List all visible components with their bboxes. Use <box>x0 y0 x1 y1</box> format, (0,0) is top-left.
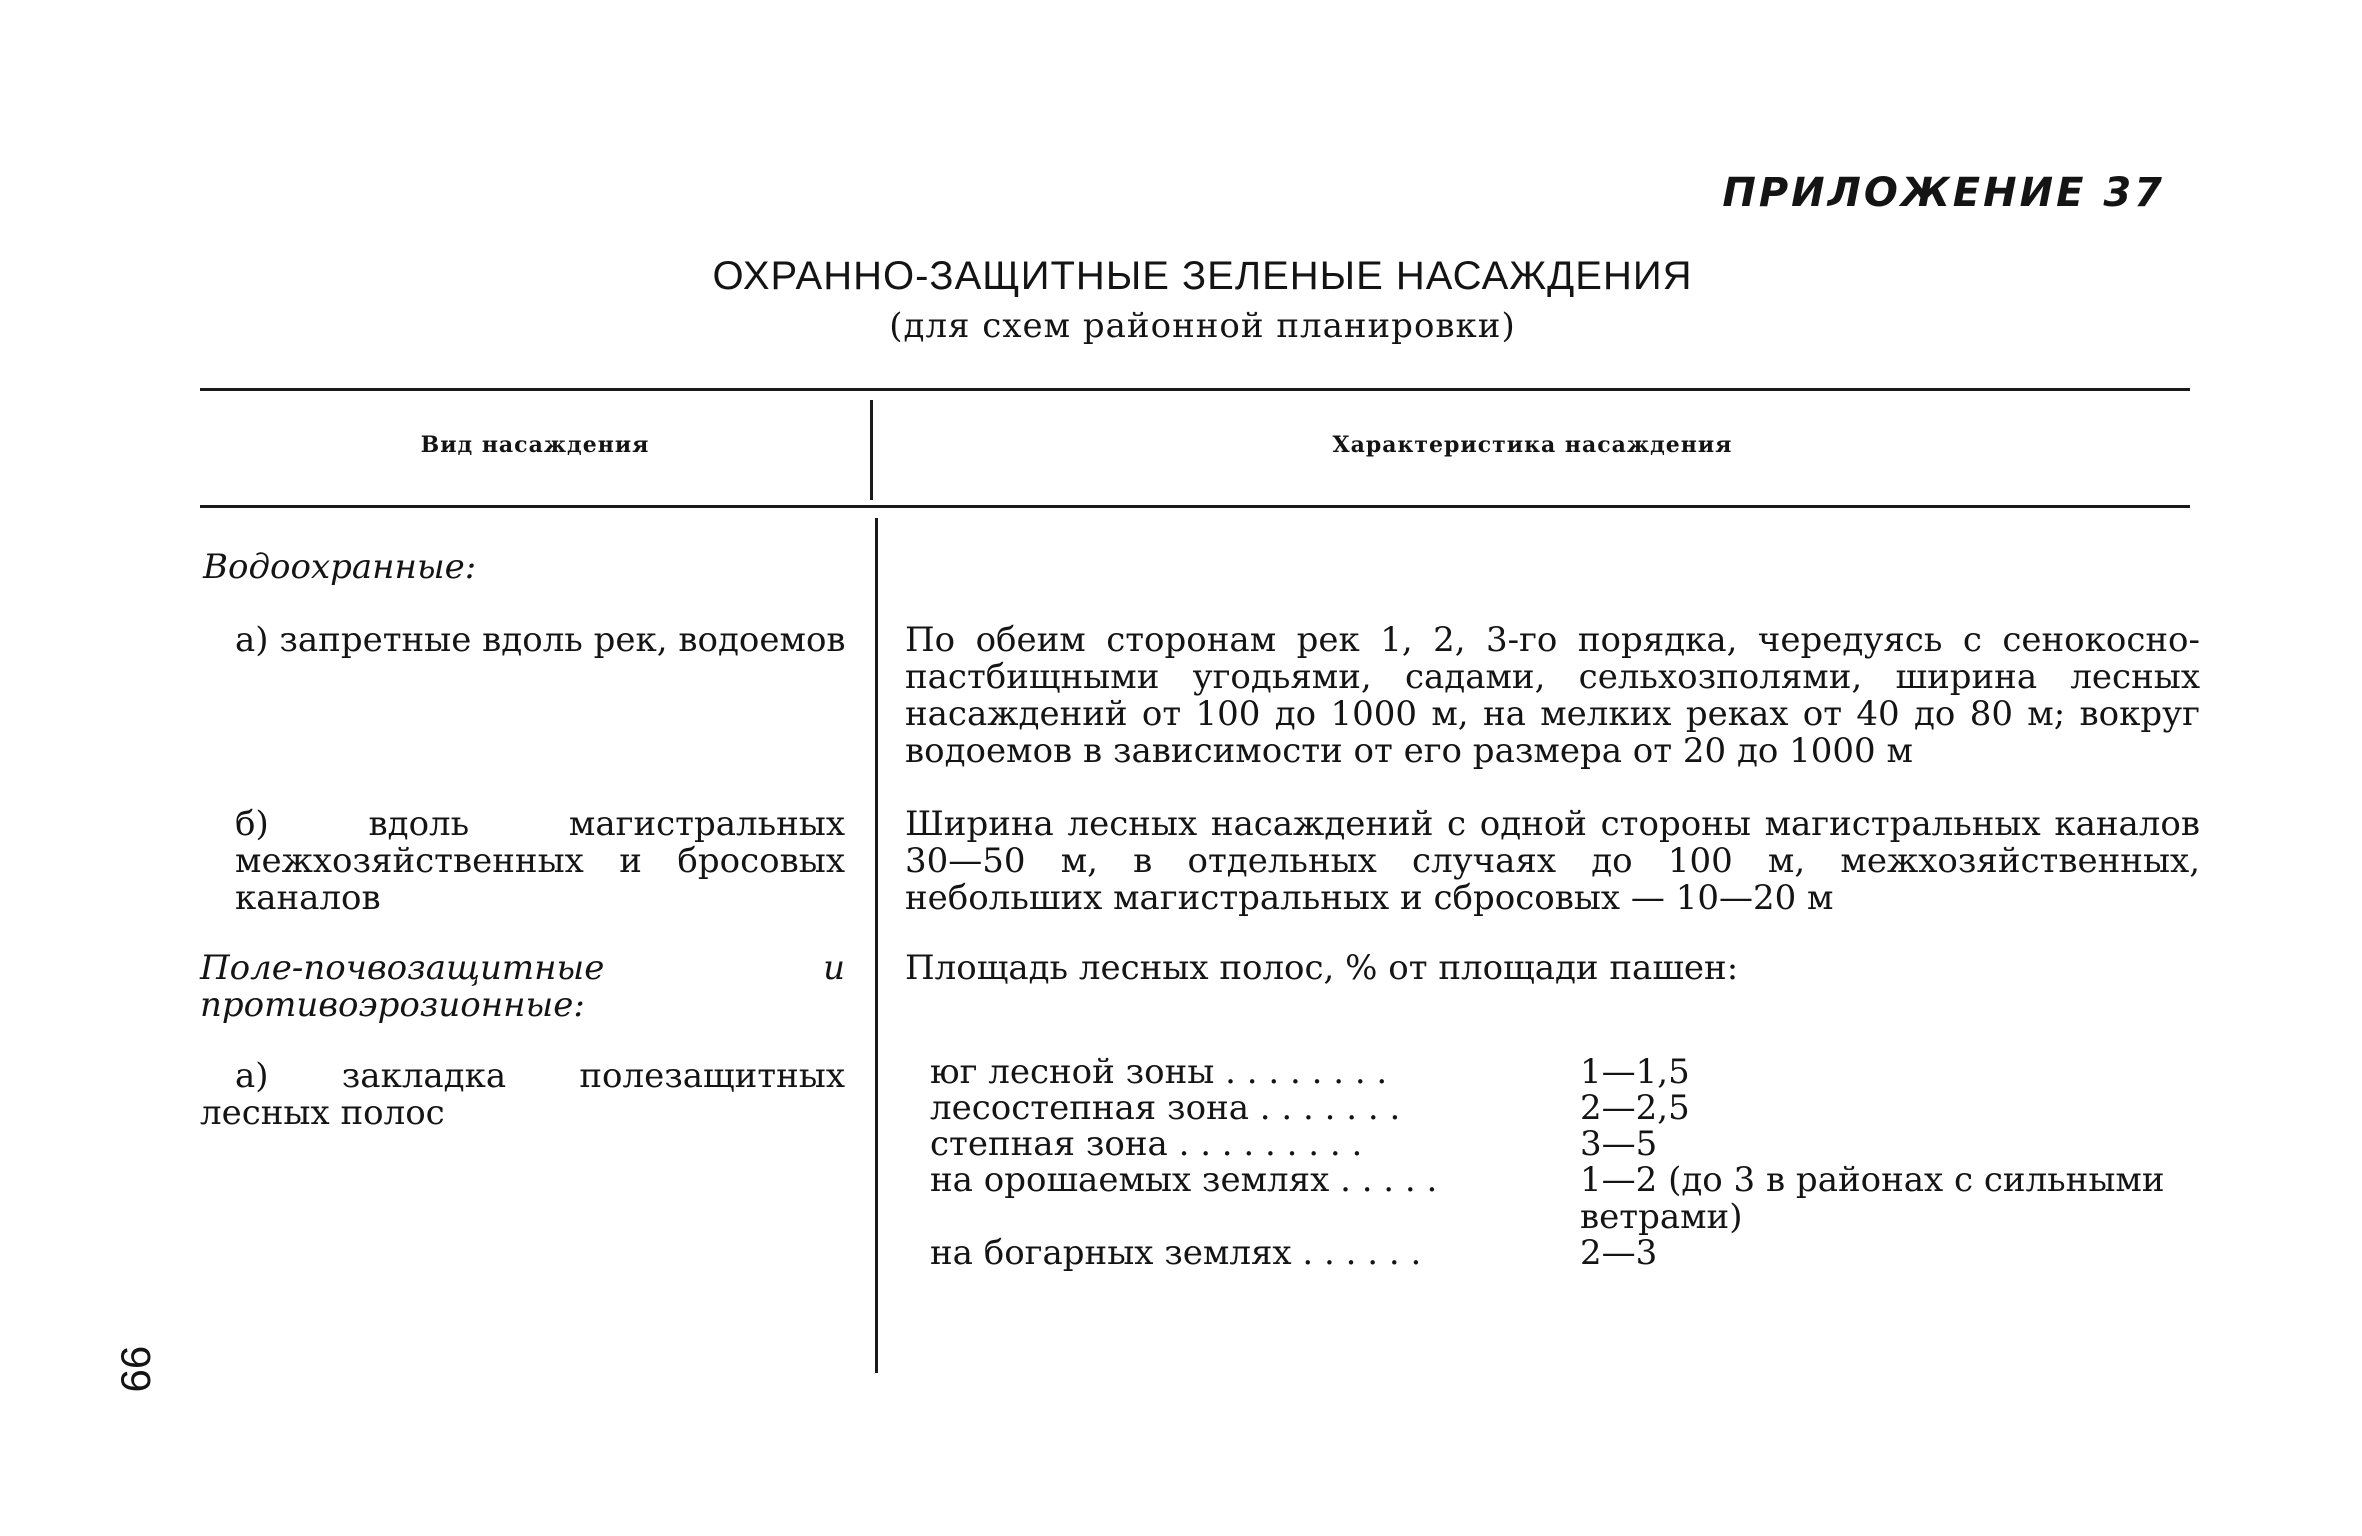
section-heading-field: Поле-почвозащитные и противоэрозионные: <box>200 948 845 1025</box>
column-header-kind: Вид насаждения <box>420 432 650 458</box>
zone-value: 3—5 <box>1580 1124 1658 1164</box>
page-title: ОХРАННО-ЗАЩИТНЫЕ ЗЕЛЕНЫЕ НАСАЖДЕНИЯ <box>712 254 1693 298</box>
column-divider-header <box>870 400 873 500</box>
zone-item: юг лесной зоны . . . . . . . . <box>930 1052 1388 1092</box>
zone-item: на орошаемых землях . . . . . <box>930 1160 1438 1200</box>
table-header-rule <box>200 505 2190 508</box>
column-header-description: Характеристика насаждения <box>1332 432 1733 458</box>
row-kind-field-a: а) закладка полезащитных лесных полос <box>200 1056 845 1133</box>
row-kind-b: б) вдоль магистральных межхозяйственных и бросовых каналов <box>235 804 845 918</box>
zone-item: лесостепная зона . . . . . . . <box>930 1088 1401 1128</box>
section-description-field: Площадь лесных полос, % от площади пашен: <box>905 948 1739 988</box>
zone-item: степная зона . . . . . . . . . <box>930 1124 1363 1164</box>
zone-value: 2—2,5 <box>1580 1088 1690 1128</box>
section-heading-water: Водоохранные: <box>203 547 477 587</box>
zone-value: 1—1,5 <box>1580 1052 1690 1092</box>
page-number: 99 <box>112 1345 160 1393</box>
row-description-b: Ширина лесных насаждений с одной стороны магистральных каналов 30—50 м, в отдельных случаях до 100 м, межхозяйственных, небольших магистральных и сбросовых — 10—20 м <box>905 804 2200 918</box>
page-subtitle: (для схем районной планировки) <box>889 306 1516 346</box>
row-description-a: По обеим сторонам рек 1, 2, 3-го порядка, чередуясь с сенокосно-пастбищными угодьями, садами, сельхозполями, ширина лесных насаждений от 100 до 1000 м, на мелких реках от 40 до 80 м; вокруг водоемов в зависимости от его размера от 20 до 1000 м <box>905 620 2200 771</box>
column-divider-body <box>875 518 878 1373</box>
row-kind-a: а) запретные вдоль рек, водоемов <box>235 620 846 660</box>
zone-value: 2—3 <box>1580 1233 1658 1273</box>
table-top-rule <box>200 388 2190 391</box>
appendix-label: ПРИЛОЖЕНИЕ 37 <box>1722 170 2165 216</box>
zone-item: на богарных землях . . . . . . <box>930 1233 1422 1273</box>
zone-value: 1—2 (до 3 в районах с сильными ветрами) <box>1580 1160 2165 1237</box>
